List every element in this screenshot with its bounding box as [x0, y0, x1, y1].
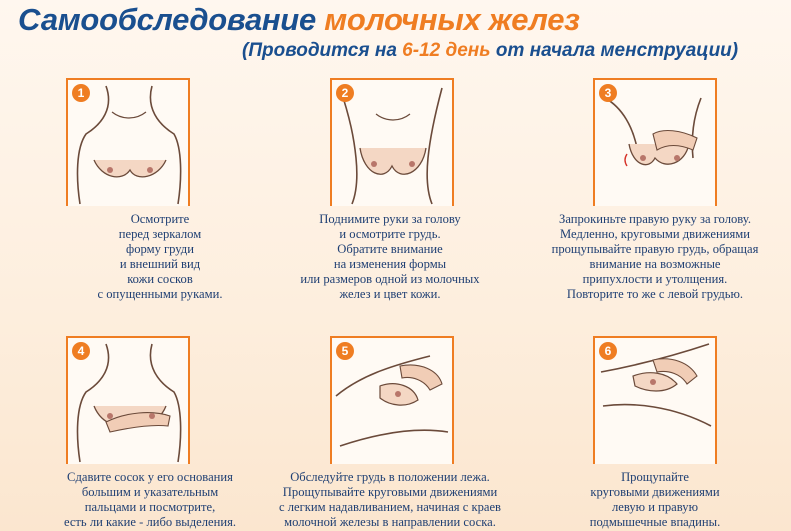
caption-line: Обратите внимание — [337, 242, 443, 256]
step-number-6: 6 — [599, 342, 617, 360]
caption-line: круговыми движениями — [590, 485, 720, 499]
caption-line: Поднимите руки за голову — [319, 212, 461, 226]
step-caption-4 — [30, 470, 270, 530]
caption-line: Осмотрите — [130, 212, 190, 226]
caption-line: с опущенными руками. — [97, 287, 223, 301]
caption-line: молочной железы в направлении соска. — [284, 515, 496, 529]
caption-line: или размеров одной из молочных — [300, 272, 480, 286]
step-caption-1 — [70, 212, 250, 302]
caption-line: большим и указательным — [81, 485, 219, 499]
caption-line: Запрокиньте правую руку за голову. — [559, 212, 751, 226]
subtitle-close: от начала менструации) — [495, 40, 739, 61]
caption-line: подмышечные впадины. — [589, 515, 721, 529]
step-caption-6 — [555, 470, 755, 530]
step-number-5: 5 — [336, 342, 354, 360]
caption-line: припухлости и утолщения. — [582, 272, 728, 286]
page-subtitle — [242, 40, 738, 62]
caption-line: Медленно, круговыми движениями — [560, 227, 750, 241]
caption-line: Повторите то же с левой грудью. — [566, 287, 744, 301]
step-card-3 — [593, 78, 717, 206]
caption-line: есть ли какие - либо выделения. — [63, 515, 237, 529]
step-card-5 — [330, 336, 454, 464]
caption-line: Прощупывайте круговыми движениями — [282, 485, 498, 499]
subtitle-days: 6-12 день — [402, 40, 491, 61]
caption-line: форму груди — [126, 242, 194, 256]
step-number-1: 1 — [72, 84, 90, 102]
step-card-1 — [66, 78, 190, 206]
caption-line: перед зеркалом — [118, 227, 202, 241]
caption-line: Сдавите сосок у его основания — [67, 470, 233, 484]
subtitle-open: (Проводится на — [242, 40, 397, 61]
step-card-4 — [66, 336, 190, 464]
caption-line: с легким надавливанием, начиная с краев — [278, 500, 502, 514]
title-part-2: молочных желез — [324, 2, 580, 37]
caption-line: желез и цвет кожи. — [339, 287, 441, 301]
caption-line: и внешний вид — [119, 257, 201, 271]
step-number-4: 4 — [72, 342, 90, 360]
caption-line: на изменения формы — [333, 257, 447, 271]
step-caption-5 — [265, 470, 515, 530]
step-number-2: 2 — [336, 84, 354, 102]
title-part-1: Самообследование — [18, 2, 316, 37]
step-card-6 — [593, 336, 717, 464]
caption-line: пальцами и посмотрите, — [84, 500, 216, 514]
caption-line: внимание на возможные — [589, 257, 721, 271]
step-card-2 — [330, 78, 454, 206]
caption-line: и осмотрите грудь. — [339, 227, 441, 241]
step-caption-2 — [280, 212, 500, 302]
page-title — [18, 2, 580, 38]
caption-line: кожи сосков — [127, 272, 193, 286]
caption-line: Прощупайте — [621, 470, 689, 484]
step-number-3: 3 — [599, 84, 617, 102]
caption-line: левую и правую — [612, 500, 698, 514]
caption-line: прощупывайте правую грудь, обращая — [551, 242, 759, 256]
step-caption-3 — [535, 212, 775, 302]
caption-line: Обследуйте грудь в положении лежа. — [290, 470, 490, 484]
